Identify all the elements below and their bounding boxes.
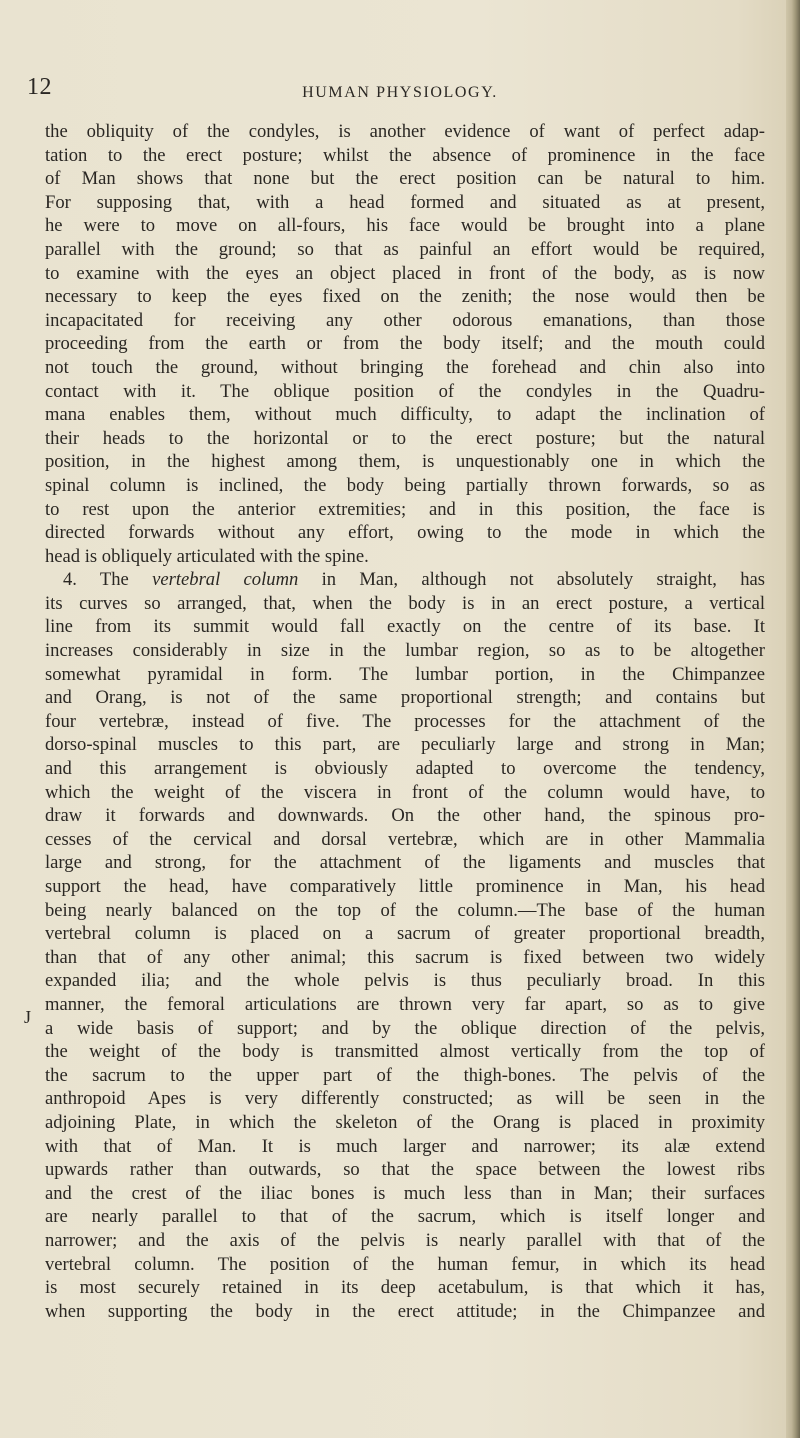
text-line: For supposing that, with a head formed and situated as at present, (45, 191, 765, 213)
text-line: of Man shows that none but the erect position can be natural to him. (45, 168, 765, 190)
text-line: dorso-spinal muscles to this part, are peculiarly large and strong in Man; (45, 734, 765, 756)
text-line: with that of Man. It is much larger and narrower; its alæ extend (45, 1135, 765, 1157)
text-line: expanded ilia; and the whole pelvis is thus peculiarly broad. In this (45, 970, 765, 992)
text-line: he were to move on all-fours, his face would be brought into a plane (45, 215, 765, 237)
text-line: a wide basis of support; and by the oblique direction of the pelvis, (45, 1017, 765, 1039)
text-line: proceeding from the earth or from the body itself; and the mouth could (45, 333, 765, 355)
text-line: anthropoid Apes is very differently constructed; as will be seen in the (45, 1088, 765, 1110)
page-edge-shadow (786, 0, 800, 1438)
text-line: necessary to keep the eyes fixed on the zenith; the nose would then be (45, 286, 765, 308)
text-line: directed forwards without any effort, owing to the mode in which the (45, 522, 765, 544)
text-line: and Orang, is not of the same proportional strength; and contains but (45, 687, 765, 709)
text-line: position, in the highest among them, is unquestionably one in which the (45, 451, 765, 473)
text-line: four vertebræ, instead of five. The processes for the attachment of the (45, 710, 765, 732)
text-line: vertebral column is placed on a sacrum of greater proportional breadth, (45, 923, 765, 945)
text-line: the obliquity of the condyles, is another evidence of want of perfect adap- (45, 121, 765, 142)
text-line: 4. The vertebral column in Man, although not absolutely straight, has (63, 569, 765, 591)
text-line: when supporting the body in the erect attitude; in the Chimpanzee and (45, 1300, 765, 1322)
text-line: the sacrum to the upper part of the thigh-bones. The pelvis of the (45, 1064, 765, 1086)
text-line: somewhat pyramidal in form. The lumbar portion, in the Chimpanzee (45, 663, 765, 685)
text-line: draw it forwards and downwards. On the other hand, the spinous pro- (45, 805, 765, 827)
margin-mark: J (24, 1007, 32, 1027)
text-line: than that of any other animal; this sacrum is fixed between two widely (45, 946, 765, 968)
text-line: their heads to the horizontal or to the erect posture; but the natural (45, 427, 765, 449)
text-line: incapacitated for receiving any other odorous emanations, than those (45, 309, 765, 331)
text-line: to examine with the eyes an object placed in front of the body, as is now (45, 262, 765, 284)
body-text (45, 120, 765, 1323)
text-line: and this arrangement is obviously adapted to overcome the tendency, (45, 758, 765, 780)
text-line: adjoining Plate, in which the skeleton of the Orang is placed in proximity (45, 1111, 765, 1133)
text-line: spinal column is inclined, the body being partially thrown forwards, so as (45, 474, 765, 496)
text-line: vertebral column. The position of the human femur, in which its head (45, 1253, 765, 1275)
text-line: and the crest of the iliac bones is much less than in Man; their surfaces (45, 1182, 765, 1204)
page-number: 12 (27, 74, 52, 100)
emphasized-term: vertebral column (152, 569, 299, 591)
text-line: mana enables them, without much difficulty, to adapt the inclination of (45, 404, 765, 426)
text-line: large and strong, for the attachment of the ligaments and muscles that (45, 852, 765, 874)
text-line: contact with it. The oblique position of the condyles in the Quadru- (45, 380, 765, 402)
text-line: support the head, have comparatively little prominence in Man, his head (45, 876, 765, 897)
text-line: tation to the erect posture; whilst the absence of prominence in the face (45, 144, 765, 166)
text-line: upwards rather than outwards, so that the space between the lowest ribs (45, 1159, 765, 1181)
text-line: are nearly parallel to that of the sacrum, which is itself longer and (45, 1206, 765, 1228)
text-line: its curves so arranged, that, when the body is in an erect posture, a vertical (45, 592, 765, 614)
text-line: not touch the ground, without bringing the forehead and chin also into (45, 356, 765, 378)
text-line: head is obliquely articulated with the spine. (45, 545, 369, 567)
text-line: increases considerably in size in the lumbar region, so as to be altogether (45, 640, 765, 662)
text-line: narrower; and the axis of the pelvis is nearly parallel with that of the (45, 1229, 765, 1251)
text-line: the weight of the body is transmitted almost vertically from the top of (45, 1041, 765, 1063)
text-line: manner, the femoral articulations are thrown very far apart, so as to give (45, 993, 765, 1015)
text-line: which the weight of the viscera in front of the column would have, to (45, 781, 765, 803)
text-line: is most securely retained in its deep acetabulum, is that which it has, (45, 1277, 765, 1299)
text-line: line from its summit would fall exactly on the centre of its base. It (45, 616, 765, 638)
text-line: to rest upon the anterior extremities; and in this position, the face is (45, 498, 765, 520)
running-title: HUMAN PHYSIOLOGY. (302, 84, 498, 101)
text-line: being nearly balanced on the top of the column.—The base of the human (45, 899, 765, 921)
text-line: parallel with the ground; so that as painful an effort would be required, (45, 238, 765, 260)
text-line: cesses of the cervical and dorsal vertebræ, which are in other Mammalia (45, 828, 765, 850)
